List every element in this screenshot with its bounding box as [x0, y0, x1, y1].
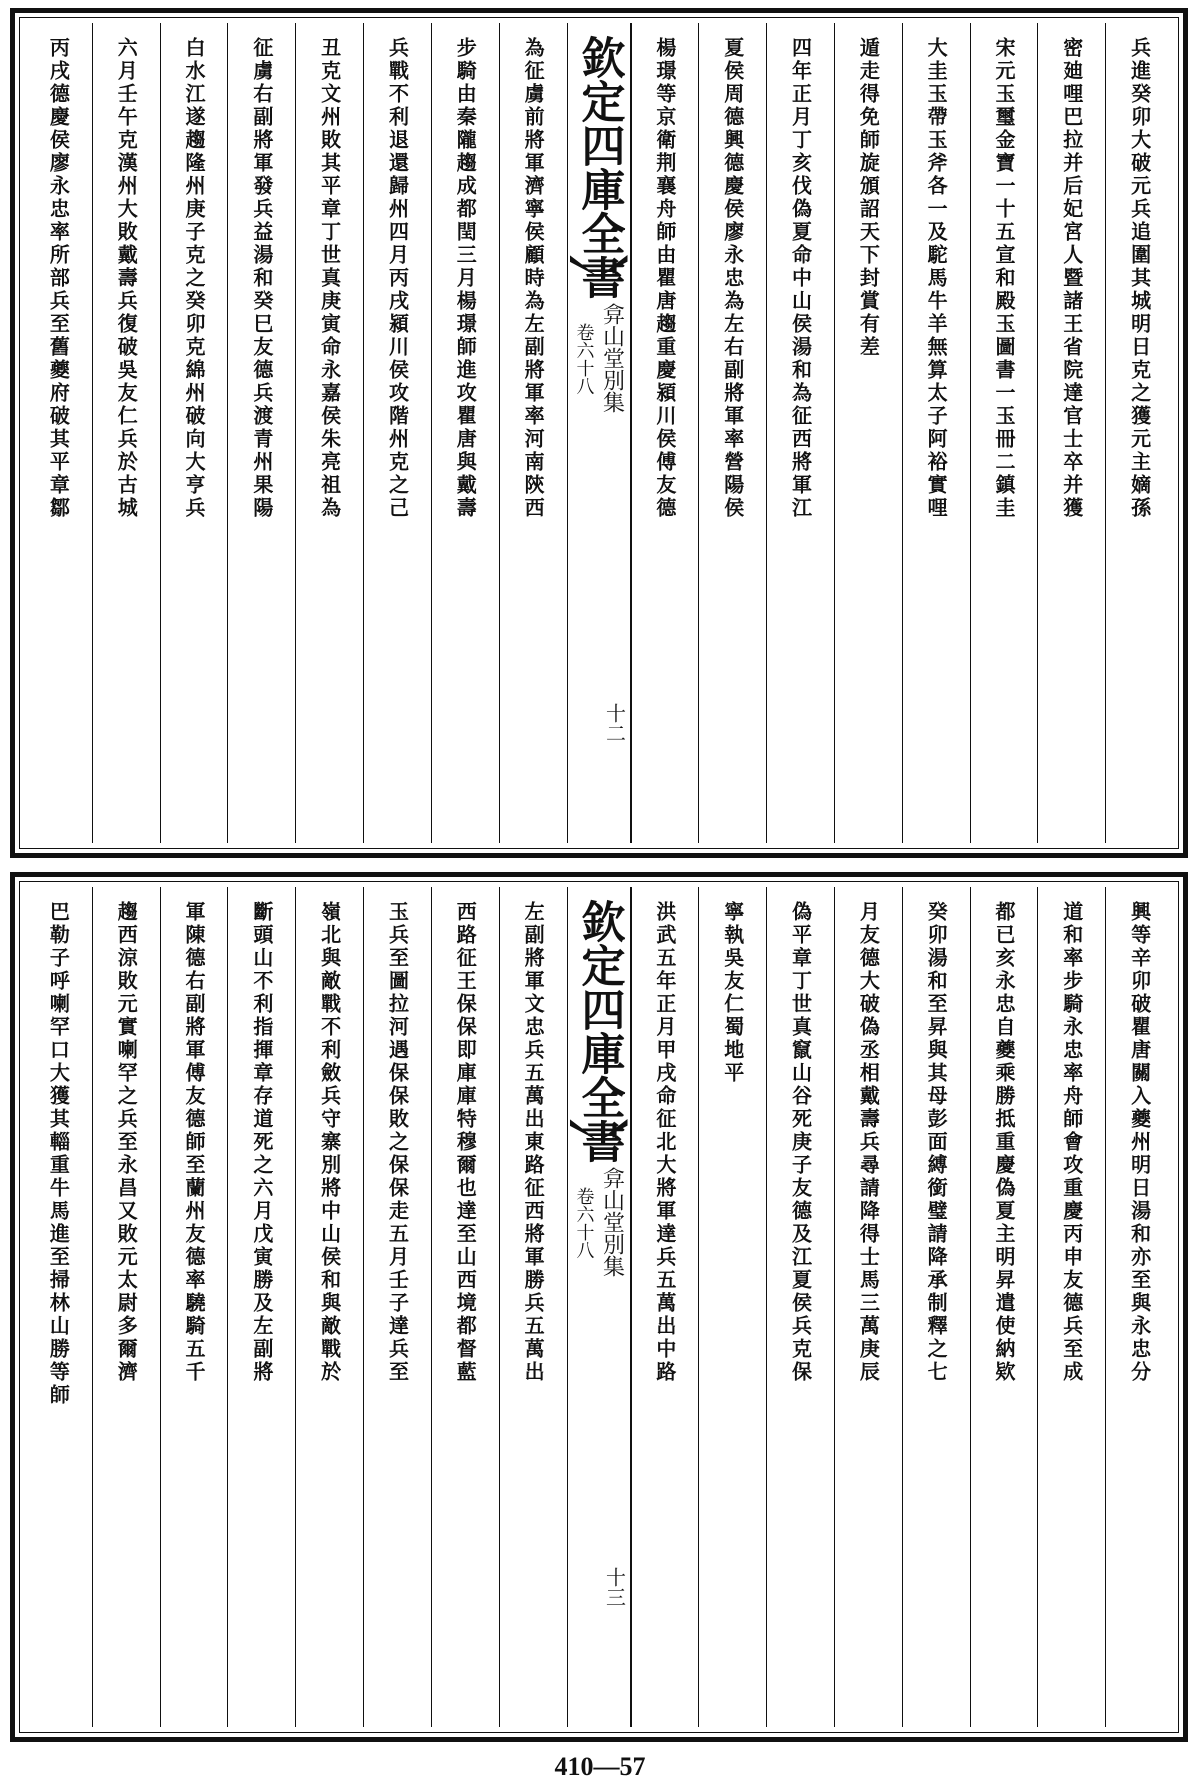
- column-text: 丙戌德慶侯廖永忠率所部兵至舊夔府破其平章鄒: [46, 37, 71, 520]
- column-text: 西路征王保保即庫庫特穆爾也達至山西境都督藍: [453, 901, 478, 1384]
- column-text: 左副將軍文忠兵五萬出東路征西將軍勝兵五萬出: [521, 901, 546, 1384]
- volume-label: 卷六十八: [573, 323, 595, 395]
- column-text: 征虜右副將軍發兵益湯和癸巳友德兵渡青州果陽: [249, 37, 274, 520]
- column-text: 遁走得免師旋頒詔天下封賞有差: [856, 37, 881, 359]
- column-text: 軍陳德右副將軍傅友德師至蘭州友德率驍騎五千: [182, 901, 207, 1384]
- column-text: 楊璟等京衛荆襄舟師由瞿唐趨重慶潁川侯傅友德: [652, 37, 677, 520]
- text-column: [295, 23, 363, 843]
- text-column: [698, 887, 766, 1727]
- text-column: [631, 887, 699, 1727]
- text-column: [363, 887, 431, 1727]
- text-column: [1105, 887, 1173, 1727]
- text-column: [1037, 887, 1105, 1727]
- volume-label: 卷六十八: [573, 1187, 595, 1259]
- text-column: [160, 23, 228, 843]
- library-title: 欽定四庫全書: [573, 899, 625, 1163]
- column-text: 嶺北與敵戰不利斂兵守寨別將中山侯和與敵戰於: [317, 901, 342, 1384]
- page-number: 410—57: [554, 1752, 646, 1781]
- column-text: 宋元玉璽金寶一十五宣和殿玉圖書一玉冊二鎮圭: [991, 37, 1016, 520]
- text-column: [160, 887, 228, 1727]
- column-text: 巴勒子呼喇罕口大獲其輜重牛馬進至掃林山勝等師: [46, 901, 71, 1407]
- column-text: 癸卯湯和至昇與其母彭面縛銜璧請降承制釋之七: [924, 901, 949, 1384]
- text-column: [631, 23, 699, 843]
- column-text: 六月壬午克漢州大敗戴壽兵復破吳友仁兵於古城: [114, 37, 139, 520]
- text-column: [902, 23, 970, 843]
- text-column: [295, 887, 363, 1727]
- text-column: [1105, 23, 1173, 843]
- folio-number: 十二: [602, 703, 627, 743]
- column-text: 玉兵至圖拉河遇保保敗之保保走五月壬子達兵至: [385, 901, 410, 1384]
- library-title: 欽定四庫全書: [573, 35, 625, 299]
- text-column: [970, 887, 1038, 1727]
- column-text: 興等辛卯破瞿唐關入夔州明日湯和亦至與永忠分: [1127, 901, 1152, 1384]
- text-column: [834, 23, 902, 843]
- column-text: 月友德大破偽丞相戴壽兵尋請降得士馬三萬庚辰: [856, 901, 881, 1384]
- column-text: 步騎由秦隴趨成都閏三月楊璟師進攻瞿唐與戴壽: [453, 37, 478, 520]
- center-banner: [567, 23, 631, 843]
- column-text: 都已亥永忠自夔乘勝抵重慶偽夏主明昇遣使納欵: [991, 901, 1016, 1384]
- top-page: [10, 8, 1188, 858]
- column-text: 斷頭山不利指揮章存道死之六月戊寅勝及左副將: [249, 901, 274, 1384]
- column-text: 四年正月丁亥伐偽夏命中山侯湯和為征西將軍江: [788, 37, 813, 520]
- folio-number: 十三: [602, 1567, 627, 1607]
- text-column: [766, 23, 834, 843]
- column-text: 密廸哩巴拉并后妃宮人暨諸王省院達官士卒并獲: [1059, 37, 1084, 520]
- column-text: 為征虜前將軍濟寧侯顧時為左副將軍率河南陝西: [521, 37, 546, 520]
- column-text: 丑克文州敗其平章丁世真庚寅命永嘉侯朱亮祖為: [317, 37, 342, 520]
- text-column: [25, 23, 92, 843]
- column-text: 寧執吳友仁蜀地平: [720, 901, 745, 1085]
- text-column: [834, 887, 902, 1727]
- column-text: 夏侯周德興德慶侯廖永忠為左右副將軍率營陽侯: [720, 37, 745, 520]
- text-columns: [25, 23, 1173, 843]
- text-column: [902, 887, 970, 1727]
- bottom-page: [10, 872, 1188, 1742]
- text-column: [92, 23, 160, 843]
- column-text: 大圭玉帶玉斧各一及駝馬牛羊無算太子阿裕實哩: [924, 37, 949, 520]
- column-text: 趨西涼敗元實喇罕之兵至永昌又敗元太尉多爾濟: [114, 901, 139, 1384]
- text-column: [431, 887, 499, 1727]
- text-column: [698, 23, 766, 843]
- column-text: 兵進癸卯大破元兵追圍其城明日克之獲元主嫡孫: [1127, 37, 1152, 520]
- book-title: 弇山堂別集: [599, 303, 625, 413]
- text-column: [227, 23, 295, 843]
- text-column: [766, 887, 834, 1727]
- center-banner: [567, 887, 631, 1727]
- text-column: [499, 887, 567, 1727]
- text-column: [1037, 23, 1105, 843]
- column-text: 白水江遂趨隆州庚子克之癸卯克綿州破向大亨兵: [182, 37, 207, 520]
- column-text: 兵戰不利退還歸州四月丙戌潁川侯攻階州克之己: [385, 37, 410, 520]
- column-text: 偽平章丁世真竄山谷死庚子友德及江夏侯兵克保: [788, 901, 813, 1384]
- text-column: [970, 23, 1038, 843]
- text-column: [431, 23, 499, 843]
- text-column: [25, 887, 92, 1727]
- text-column: [499, 23, 567, 843]
- text-column: [92, 887, 160, 1727]
- column-text: 洪武五年正月甲戌命征北大將軍達兵五萬出中路: [652, 901, 677, 1384]
- text-column: [363, 23, 431, 843]
- text-columns: [25, 887, 1173, 1727]
- column-text: 道和率步騎永忠率舟師會攻重慶丙申友德兵至成: [1059, 901, 1084, 1384]
- text-column: [227, 887, 295, 1727]
- book-title: 弇山堂別集: [599, 1167, 625, 1277]
